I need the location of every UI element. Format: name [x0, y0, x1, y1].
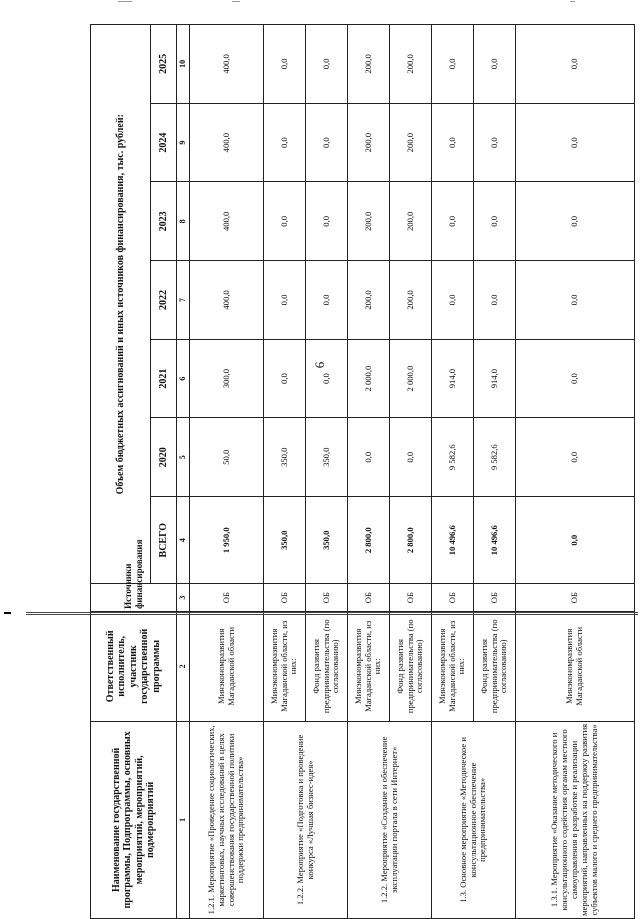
- row-value: 200,0: [390, 182, 432, 261]
- row-value: 0,0: [516, 25, 635, 104]
- header-year: 2022: [151, 261, 177, 340]
- row-executor: Фонд развития предпринимательства (по согласованию): [306, 611, 348, 721]
- row-total: 2 800,0: [348, 497, 390, 584]
- row-source: ОБ: [390, 584, 432, 611]
- row-total: 350,0: [306, 497, 348, 584]
- column-number: 6: [177, 339, 190, 418]
- row-value: 200,0: [390, 103, 432, 182]
- row-total: 350,0: [264, 497, 306, 584]
- row-value: 0,0: [432, 25, 474, 104]
- row-value: 300,0: [190, 339, 264, 418]
- row-value: 200,0: [348, 182, 390, 261]
- row-name: 1.3. Основное мероприятие «Методическое и консультационное обеспечение предпринимательства»: [432, 721, 516, 918]
- row-source: ОБ: [190, 584, 264, 611]
- row-value: 0,0: [390, 418, 432, 497]
- row-value: 914,0: [474, 339, 516, 418]
- row-executor: Минэкономразвития Магаданской области, из них:: [264, 611, 306, 721]
- column-number: 1: [177, 721, 190, 918]
- row-value: 0,0: [264, 339, 306, 418]
- financing-table-frame: [90, 24, 635, 919]
- row-value: 0,0: [306, 339, 348, 418]
- row-value: 0,0: [264, 25, 306, 104]
- row-value: 0,0: [348, 418, 390, 497]
- row-total: 10 496,6: [474, 497, 516, 584]
- scan-mark: [118, 1, 132, 2]
- column-number: 2: [177, 611, 190, 721]
- row-executor: Минэкономразвития Магаданской области, из них:: [348, 611, 390, 721]
- row-value: 0,0: [516, 261, 635, 340]
- financing-table: [90, 24, 635, 919]
- table-row: [190, 25, 264, 919]
- row-value: 400,0: [190, 182, 264, 261]
- row-value: 0,0: [474, 182, 516, 261]
- row-value: 400,0: [190, 103, 264, 182]
- column-number: 5: [177, 418, 190, 497]
- row-source: ОБ: [432, 584, 474, 611]
- column-number: 3: [177, 584, 190, 611]
- row-total: 10 496,6: [432, 497, 474, 584]
- row-value: 0,0: [516, 418, 635, 497]
- row-executor: Минэкономразвития Магаданской области, из них:: [432, 611, 474, 721]
- column-number: 10: [177, 25, 190, 104]
- row-value: 0,0: [474, 261, 516, 340]
- row-value: 200,0: [390, 261, 432, 340]
- row-value: 350,0: [264, 418, 306, 497]
- row-value: 9 582,6: [432, 418, 474, 497]
- margin-mark: [4, 612, 11, 614]
- row-value: 9 582,6: [474, 418, 516, 497]
- row-name: 1.3.1. Мероприятие «Оказание методического и консультационного содействия органам местного самоуправления в разработке и реализации мероприятий, направленных на поддержку развития субъектов малого и среднего предпринимательства»: [516, 721, 635, 918]
- page-number: 6: [312, 361, 327, 369]
- divider-line: [26, 614, 638, 615]
- scan-mark: [232, 1, 240, 2]
- row-value: 0,0: [306, 25, 348, 104]
- row-value: 400,0: [190, 25, 264, 104]
- column-number: 7: [177, 261, 190, 340]
- column-number: 8: [177, 182, 190, 261]
- column-number: 4: [177, 497, 190, 584]
- header-volume: Объем бюджетных ассигнований и иных источников финансирования, тыс. рублей:: [91, 25, 151, 584]
- row-source: ОБ: [306, 584, 348, 611]
- row-value: 200,0: [348, 261, 390, 340]
- row-value: 0,0: [516, 182, 635, 261]
- row-value: 0,0: [474, 103, 516, 182]
- row-source: ОБ: [348, 584, 390, 611]
- header-name: Наименование государственной программы, Подпрограммы, основных мероприятий, мероприятий, подмероприятий: [91, 721, 177, 918]
- column-number: 9: [177, 103, 190, 182]
- header-total: ВСЕГО: [151, 497, 177, 584]
- row-executor: Фонд развития предпринимательства (по согласованию): [390, 611, 432, 721]
- header-executor: Ответственный исполнитель, участник государственной программы: [91, 611, 177, 721]
- divider-line: [26, 612, 638, 613]
- row-total: 2 800,0: [390, 497, 432, 584]
- row-value: 0,0: [432, 103, 474, 182]
- row-value: 2 000,0: [348, 339, 390, 418]
- header-year: 2023: [151, 182, 177, 261]
- row-value: 0,0: [264, 261, 306, 340]
- row-executor: Минэкономразвития Магаданской области: [516, 611, 635, 721]
- table-row: [432, 25, 474, 919]
- row-value: 350,0: [306, 418, 348, 497]
- row-source: ОБ: [516, 584, 635, 611]
- row-value: 200,0: [348, 103, 390, 182]
- row-value: 200,0: [390, 25, 432, 104]
- row-name: 1.2.2. Мероприятие «Создание и обеспечение эксплуатации портала в сети Интернет»: [348, 721, 432, 918]
- header-year: 2020: [151, 418, 177, 497]
- row-value: 914,0: [432, 339, 474, 418]
- header-year: 2021: [151, 339, 177, 418]
- row-total: 1 950,0: [190, 497, 264, 584]
- row-name: 1.2.2. Мероприятие «Подготовка и проведение конкурса «Лучшая бизнес-идея»: [264, 721, 348, 918]
- row-value: 0,0: [306, 103, 348, 182]
- row-value: 0,0: [516, 103, 635, 182]
- row-value: 0,0: [264, 103, 306, 182]
- row-executor: Минэкономразвития Магаданской области: [190, 611, 264, 721]
- row-name: 1.2.1. Мероприятие «Проведение социологических, маркетинговых, научных исследований в целях совершенствования государственной политики поддержки предпринимательства»: [190, 721, 264, 918]
- row-value: 0,0: [474, 25, 516, 104]
- row-source: ОБ: [474, 584, 516, 611]
- header-source: Источники финансирования: [91, 584, 177, 611]
- row-value: 400,0: [190, 261, 264, 340]
- row-value: 0,0: [306, 182, 348, 261]
- header-year: 2025: [151, 25, 177, 104]
- row-executor: Фонд развития предпринимательства (по согласованию): [474, 611, 516, 721]
- row-source: ОБ: [264, 584, 306, 611]
- row-value: 200,0: [348, 25, 390, 104]
- scan-mark: [570, 1, 575, 2]
- table-row: [516, 25, 635, 919]
- header-year: 2024: [151, 103, 177, 182]
- row-value: 2 000,0: [390, 339, 432, 418]
- row-value: 0,0: [306, 261, 348, 340]
- row-value: 0,0: [264, 182, 306, 261]
- table-row: [264, 25, 306, 919]
- row-value: 0,0: [432, 182, 474, 261]
- row-value: 50,0: [190, 418, 264, 497]
- row-value: 0,0: [516, 339, 635, 418]
- row-value: 0,0: [432, 261, 474, 340]
- row-total: 0,0: [516, 497, 635, 584]
- table-row: [348, 25, 390, 919]
